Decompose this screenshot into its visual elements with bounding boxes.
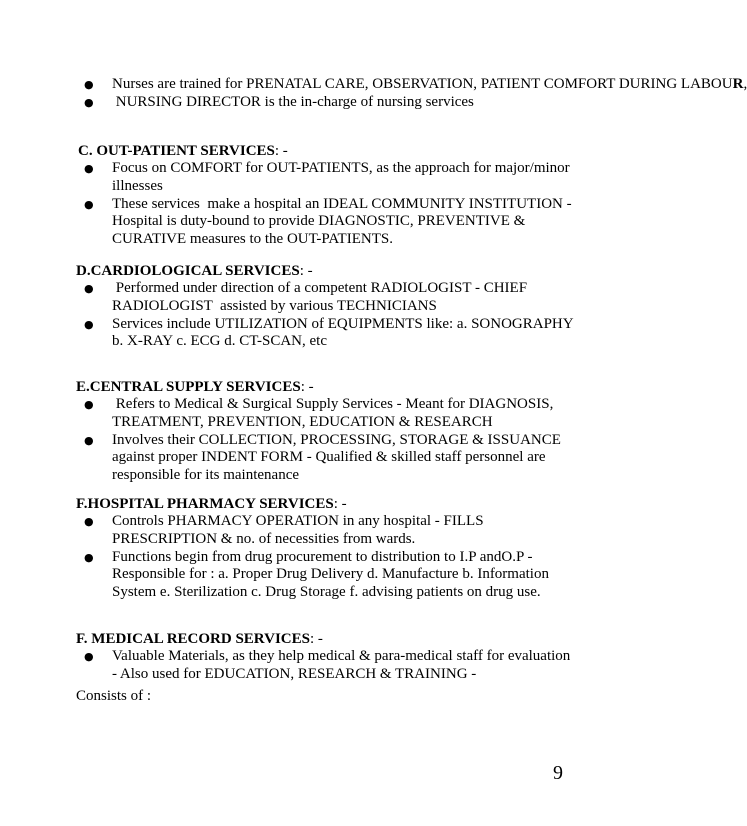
section-heading <box>76 630 576 648</box>
list-item <box>76 513 576 549</box>
list-item-text: Controls PHARMACY OPERATION in any hospital - FILLS PRESCRIPTION & no. of necessities from wards. <box>112 513 484 547</box>
list-item-text: NURSING DIRECTOR is the in-charge of nursing services <box>112 93 474 110</box>
list-item-text: These services make a hospital an IDEAL COMMUNITY INSTITUTION - Hospital is duty-bound to provide DIAGNOSTIC, PREVENTIVE & CURATIVE measures to the OUT-PATIENTS. <box>112 195 576 248</box>
list-item-text: Involves their COLLECTION, PROCESSING, STORAGE & ISSUANCE against proper INDENT FORM - Qualified & skilled staff personnel are responsible for its maintenance <box>112 431 561 484</box>
list-item-text: Functions begin from drug procurement to distribution to I.P andO.P - Responsible for : a. Proper Drug Delivery d. Manufacture b. Information System e. Sterilization c. Drug Storage f. advising patients on drug use. <box>112 548 549 601</box>
bold-letter: R <box>732 76 744 92</box>
section-suffix: : - <box>299 263 313 279</box>
bullet-list <box>76 513 576 602</box>
list-item <box>76 196 578 249</box>
section-heading <box>76 495 576 513</box>
bullet-list <box>76 160 578 249</box>
section-central-supply <box>76 378 576 485</box>
bullet-list <box>76 648 576 684</box>
bullet-list <box>76 76 747 112</box>
list-item-tail: , <box>743 76 747 92</box>
section-title: C. OUT-PATIENT SERVICES <box>78 143 275 159</box>
list-item <box>76 280 576 316</box>
section-hospital-pharmacy <box>76 495 576 602</box>
list-item <box>76 549 576 602</box>
page-number: 9 <box>553 762 563 784</box>
section-heading <box>76 262 576 280</box>
section-suffix: : - <box>274 143 288 159</box>
nursing-list <box>76 76 747 112</box>
section-suffix: : - <box>300 379 314 395</box>
section-title: E.CENTRAL SUPPLY SERVICES <box>76 379 301 395</box>
list-item-text: Services include UTILIZATION of EQUIPMENTS like: a. SONOGRAPHY b. X-RAY c. ECG d. CT-SCAN, etc <box>112 315 574 350</box>
list-item-text: Performed under direction of a competent RADIOLOGIST - CHIEF RADIOLOGIST assisted by various TECHNICIANS <box>112 280 531 314</box>
list-item-text: Focus on COMFORT for OUT-PATIENTS, as the approach for major/minor illnesses <box>112 160 570 194</box>
list-item <box>76 432 576 485</box>
section-cardiological <box>76 262 576 351</box>
section-heading <box>76 378 576 396</box>
consists-of-label: Consists of : <box>76 688 152 704</box>
list-item <box>76 160 578 196</box>
section-heading <box>78 142 578 160</box>
list-item-text: Refers to Medical & Surgical Supply Services - Meant for DIAGNOSIS, TREATMENT, PREVENTION, EDUCATION & RESEARCH <box>112 396 557 430</box>
section-suffix: : - <box>309 631 323 647</box>
list-item <box>76 648 576 684</box>
section-suffix: : - <box>333 496 347 512</box>
list-item <box>76 76 747 94</box>
section-medical-record <box>76 630 576 684</box>
list-item <box>76 94 576 112</box>
list-item-text: Nurses are trained for PRENATAL CARE, OBSERVATION, PATIENT COMFORT DURING LABOU <box>112 76 733 92</box>
section-title: F. MEDICAL RECORD SERVICES <box>76 631 310 647</box>
section-title: F.HOSPITAL PHARMACY SERVICES <box>76 496 334 512</box>
section-out-patient <box>78 142 578 249</box>
list-item-text: Valuable Materials, as they help medical & para-medical staff for evaluation - Also used for EDUCATION, RESEARCH & TRAINING - <box>112 648 571 682</box>
list-item <box>76 316 576 352</box>
bullet-list <box>76 396 576 485</box>
list-item <box>76 396 576 432</box>
bullet-list <box>76 280 576 351</box>
section-title: D.CARDIOLOGICAL SERVICES <box>76 263 300 279</box>
